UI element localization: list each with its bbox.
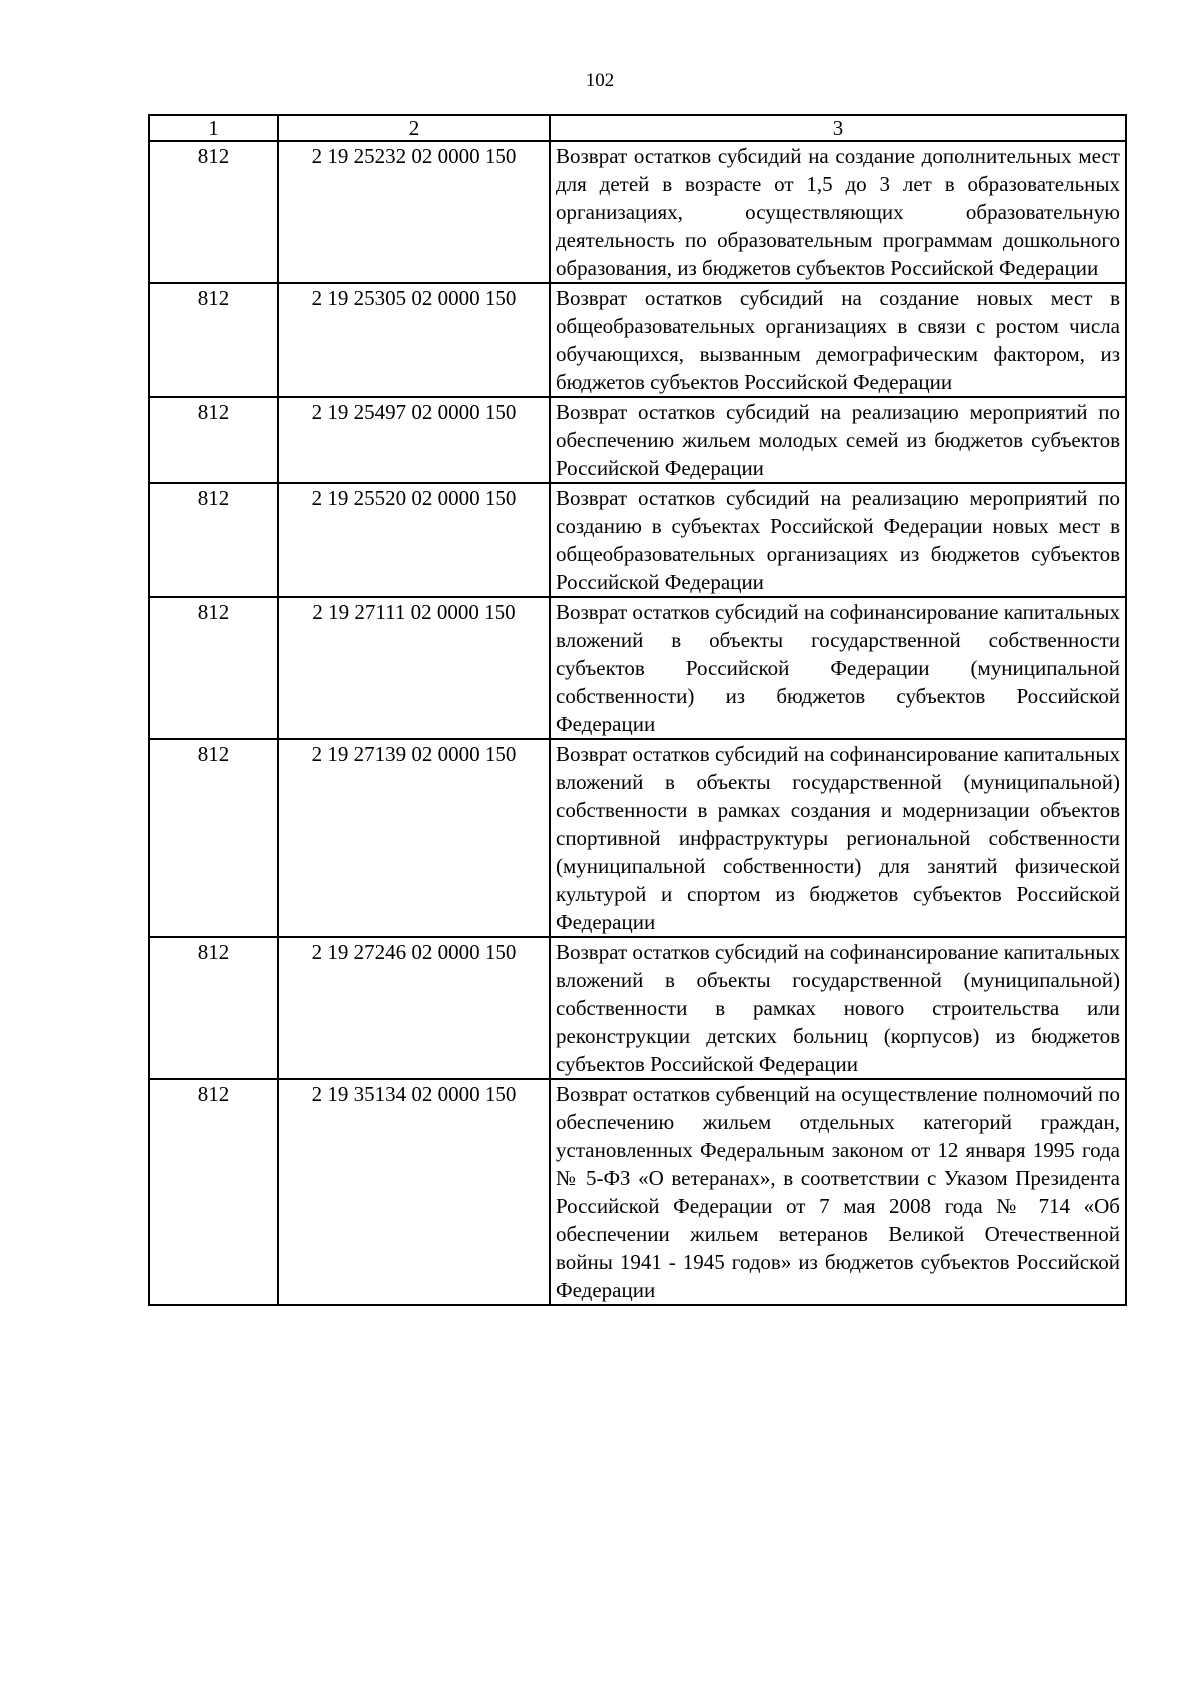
admin-code-cell: 812	[149, 483, 278, 597]
column-header-2: 2	[278, 115, 550, 141]
column-header-1: 1	[149, 115, 278, 141]
admin-code-cell: 812	[149, 397, 278, 483]
admin-code-cell: 812	[149, 937, 278, 1079]
page-number: 102	[585, 70, 615, 91]
description-cell: Возврат остатков субсидий на создание новых мест в общеобразовательных организациях в связи с ростом числа обучающихся, вызванным демографическим фактором, из бюджетов субъектов Российской Федерации	[550, 283, 1126, 397]
admin-code-cell: 812	[149, 597, 278, 739]
budget-code-cell: 2 19 25497 02 0000 150	[278, 397, 550, 483]
budget-code-cell: 2 19 27111 02 0000 150	[278, 597, 550, 739]
budget-code-cell: 2 19 25520 02 0000 150	[278, 483, 550, 597]
admin-code-cell: 812	[149, 141, 278, 283]
admin-code-cell: 812	[149, 283, 278, 397]
admin-code-cell: 812	[149, 739, 278, 937]
table-header-row	[149, 115, 1126, 141]
admin-code-cell: 812	[149, 1079, 278, 1305]
description-cell: Возврат остатков субсидий на реализацию мероприятий по обеспечению жильем молодых семей из бюджетов субъектов Российской Федерации	[550, 397, 1126, 483]
description-cell: Возврат остатков субсидий на софинансирование капитальных вложений в объекты государственной собственности субъектов Российской Федерации (муниципальной собственности) из бюджетов субъектов Российской Федерации	[550, 597, 1126, 739]
table-row	[149, 937, 1126, 1079]
table-row	[149, 597, 1126, 739]
description-cell: Возврат остатков субсидий на софинансирование капитальных вложений в объекты государственной (муниципальной) собственности в рамках создания и модернизации объектов спортивной инфраструктуры региональной собственности (муниципальной собственности) для занятий физической культурой и спортом из бюджетов субъектов Российской Федерации	[550, 739, 1126, 937]
budget-code-cell: 2 19 27246 02 0000 150	[278, 937, 550, 1079]
description-cell: Возврат остатков субсидий на создание дополнительных мест для детей в возрасте от 1,5 до 3 лет в образовательных организациях, осуществляющих образовательную деятельность по образовательным программам дошкольного образования, из бюджетов субъектов Российской Федерации	[550, 141, 1126, 283]
budget-code-cell: 2 19 27139 02 0000 150	[278, 739, 550, 937]
budget-code-cell: 2 19 25305 02 0000 150	[278, 283, 550, 397]
budget-code-cell: 2 19 35134 02 0000 150	[278, 1079, 550, 1305]
description-cell: Возврат остатков субсидий на софинансирование капитальных вложений в объекты государственной (муниципальной) собственности в рамках нового строительства или реконструкции детских больниц (корпусов) из бюджетов субъектов Российской Федерации	[550, 937, 1126, 1079]
description-cell: Возврат остатков субсидий на реализацию мероприятий по созданию в субъектах Российской Федерации новых мест в общеобразовательных организациях из бюджетов субъектов Российской Федерации	[550, 483, 1126, 597]
table-row	[149, 397, 1126, 483]
budget-classification-table	[148, 114, 1127, 1306]
table-row	[149, 1079, 1126, 1305]
table-row	[149, 141, 1126, 283]
table-row	[149, 483, 1126, 597]
budget-code-cell: 2 19 25232 02 0000 150	[278, 141, 550, 283]
column-header-3: 3	[550, 115, 1126, 141]
table-row	[149, 739, 1126, 937]
description-cell: Возврат остатков субвенций на осуществление полномочий по обеспечению жильем отдельных категорий граждан, установленных Федеральным законом от 12 января 1995 года № 5-ФЗ «О ветеранах», в соответствии с Указом Президента Российской Федерации от 7 мая 2008 года № 714 «Об обеспечении жильем ветеранов Великой Отечественной войны 1941 - 1945 годов» из бюджетов субъектов Российской Федерации	[550, 1079, 1126, 1305]
table-row	[149, 283, 1126, 397]
